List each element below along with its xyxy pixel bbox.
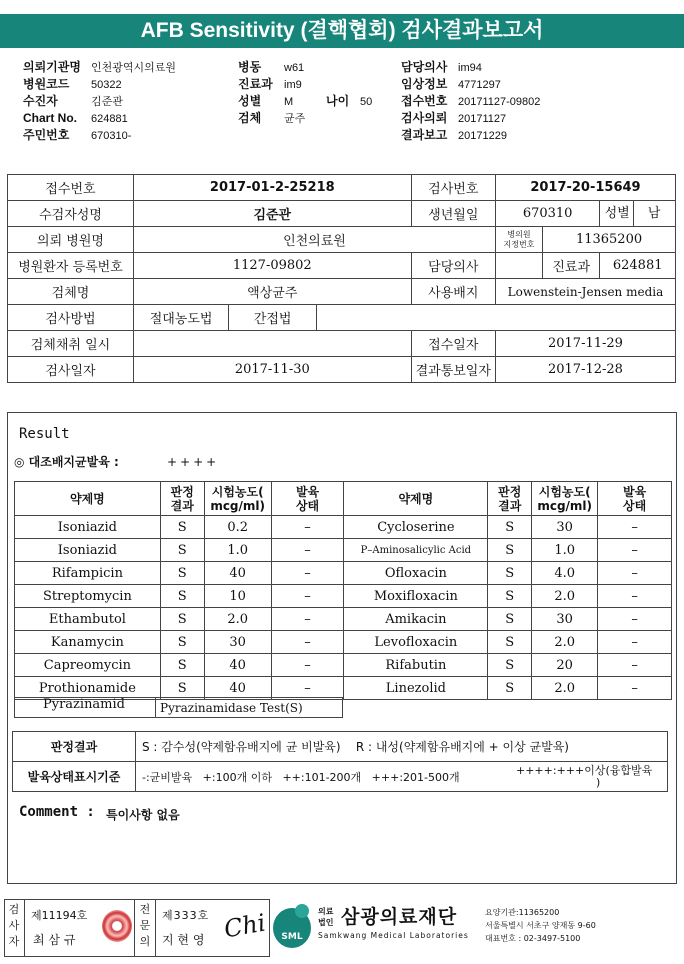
drug-cell-l-conc: 2.0 [204, 608, 271, 631]
drug-cell-l-drug: Ethambutol [15, 608, 161, 631]
drug-cell-l-drug: Prothionamide [15, 677, 161, 700]
drug-cell-l-drug: Isoniazid [15, 539, 161, 562]
org-prefix-2: 법인 [318, 918, 334, 927]
header-value: 20171127-09802 [458, 96, 541, 108]
header-value: 균주 [284, 113, 306, 125]
header-value: w61 [284, 62, 305, 74]
drug-cell-l-conc: 10 [204, 585, 271, 608]
hosp-code-label [495, 227, 542, 253]
drug-cell-l-grow: – [271, 631, 344, 654]
legend-growth: -:균비발육 +:100개 이하 ++:101-200개 +++:201-500개 [142, 770, 460, 784]
header-col3 [401, 56, 540, 141]
hospital-label: 의뢰 병원명 [8, 227, 134, 253]
test-no: 2017-20-15649 [495, 175, 675, 201]
org-prefix [318, 906, 333, 928]
drug-cell-r-res: S [488, 677, 532, 700]
control-value: ++++ [167, 455, 220, 469]
drug-cell-l-grow: – [271, 654, 344, 677]
doctor-divider-left [134, 899, 135, 957]
col-drug-r: 약제명 [344, 482, 488, 516]
drug-cell-r-conc: 2.0 [532, 677, 598, 700]
drug-cell-r-drug: Levofloxacin [344, 631, 488, 654]
drug-cell-l-res: S [160, 539, 204, 562]
header-value: 20171127 [458, 113, 507, 125]
col-conc-2: mcg/ml) [210, 498, 266, 513]
col-conc-r-2: mcg/ml) [537, 498, 593, 513]
drug-cell-l-drug: Rifampicin [15, 562, 161, 585]
sex-label: 성별 [601, 201, 634, 226]
doctor-label: 전문의 [139, 903, 151, 948]
addr-2: 서울특별시 서초구 양재동 9-60 [485, 921, 596, 930]
medium-label: 사용배지 [411, 279, 495, 305]
drug-cell-r-conc: 4.0 [532, 562, 598, 585]
receipt-no: 2017-01-2-25218 [134, 175, 412, 201]
header-value: M [284, 96, 294, 108]
header-value: 624881 [91, 113, 128, 125]
drug-cell-l-conc: 1.0 [204, 539, 271, 562]
specimen-label: 검체명 [8, 279, 134, 305]
sex: 남 [647, 206, 661, 221]
drug-row [15, 562, 672, 585]
header-value: 김준관 [91, 96, 123, 108]
header-label: 검사의뢰 [401, 111, 448, 125]
header-col2 [238, 56, 372, 124]
drug-table [14, 481, 672, 700]
header-label: 주민번호 [23, 128, 70, 142]
method-label: 검사방법 [8, 305, 134, 331]
header-label: 의뢰기관명 [23, 60, 81, 74]
header-label: 수진자 [23, 94, 58, 108]
drug-cell-l-grow: – [271, 585, 344, 608]
drug-cell-r-res: S [488, 631, 532, 654]
drug-cell-r-grow: – [598, 562, 672, 585]
legend-growth-extra-2: ) [596, 776, 601, 789]
legend-judge-label: 판정결과 [13, 732, 136, 762]
drug-row [15, 608, 672, 631]
drug-cell-r-drug: Ofloxacin [344, 562, 488, 585]
header-label: 검체 [238, 111, 262, 125]
drug-cell-r-res: S [488, 585, 532, 608]
legend-growth-label: 발육상태표시기준 [13, 762, 136, 792]
pza-value: Pyrazinamidase Test(S) [155, 697, 343, 718]
header-label: 접수번호 [401, 94, 448, 108]
drug-cell-r-res: S [488, 539, 532, 562]
drug-cell-l-res: S [160, 677, 204, 700]
drug-cell-r-grow: – [598, 654, 672, 677]
drug-cell-r-drug: Rifabutin [344, 654, 488, 677]
received-date: 2017-11-29 [495, 331, 675, 357]
drug-cell-r-grow: – [598, 539, 672, 562]
logo-dot-icon [295, 904, 309, 918]
header-value: im94 [458, 62, 482, 74]
report-date-label: 결과통보일자 [411, 357, 495, 383]
report-date: 2017-12-28 [495, 357, 675, 383]
drug-cell-r-grow: – [598, 631, 672, 654]
org-name: 삼광의료재단 [341, 906, 458, 928]
patient-label: 수검자성명 [8, 201, 134, 227]
result-heading: Result [19, 426, 70, 442]
test-no-label: 검사번호 [411, 175, 495, 201]
org-address [485, 906, 596, 945]
drug-cell-l-conc: 30 [204, 631, 271, 654]
doctor-value [495, 253, 542, 279]
header-value: 50322 [91, 79, 122, 91]
drug-cell-r-drug: Amikacin [344, 608, 488, 631]
method-2: 간접법 [229, 305, 317, 331]
reg-no-label: 병원환자 등록번호 [8, 253, 134, 279]
col-growth [271, 482, 344, 516]
drug-cell-r-res: S [488, 516, 532, 539]
drug-cell-r-conc: 2.0 [532, 585, 598, 608]
drug-cell-r-drug: Moxifloxacin [344, 585, 488, 608]
header-col1 [23, 56, 176, 141]
drug-cell-l-conc: 40 [204, 654, 271, 677]
drug-cell-r-res: S [488, 608, 532, 631]
header-label: Chart No. [23, 111, 77, 125]
age-value: 50 [360, 96, 373, 108]
col-growth-2: 상태 [295, 498, 320, 513]
header-value: 인천광역시의료원 [91, 62, 177, 74]
drug-cell-l-grow: – [271, 539, 344, 562]
drug-cell-l-drug: Isoniazid [15, 516, 161, 539]
drug-table-body [15, 516, 672, 700]
legend-table [12, 731, 668, 792]
drug-cell-l-res: S [160, 562, 204, 585]
drug-cell-r-grow: – [598, 516, 672, 539]
col-conc [204, 482, 271, 516]
drug-cell-r-res: S [488, 562, 532, 585]
receipt-no-label: 접수번호 [8, 175, 134, 201]
tester-divider [24, 899, 25, 957]
drug-cell-r-drug: Linezolid [344, 677, 488, 700]
hosp-code: 11365200 [543, 227, 676, 253]
col-judge [160, 482, 204, 516]
drug-row [15, 631, 672, 654]
drug-row [15, 539, 672, 562]
drug-cell-l-conc: 40 [204, 677, 271, 700]
drug-cell-r-grow: – [598, 677, 672, 700]
drug-cell-l-grow: – [271, 608, 344, 631]
tester-label: 검사자 [8, 903, 20, 948]
header-label: 담당의사 [401, 60, 448, 74]
dept-label: 진료과 [543, 253, 600, 279]
drug-cell-r-conc: 2.0 [532, 631, 598, 654]
drug-cell-r-grow: – [598, 608, 672, 631]
drug-cell-l-res: S [160, 608, 204, 631]
doctor-divider [155, 899, 156, 957]
col-conc-r-1: 시험농도( [538, 484, 591, 499]
received-label: 접수일자 [411, 331, 495, 357]
hospital-name: 인천의료원 [134, 227, 496, 253]
header-label: 성별 [238, 94, 262, 108]
method-1: 절대농도법 [134, 305, 229, 331]
control-label: ◎ 대조배지균발육 : [14, 455, 119, 469]
tester-seal-icon [102, 910, 132, 942]
collect-value [134, 331, 412, 357]
report-title: AFB Sensitivity (결핵협회) 검사결과보고서 [0, 14, 684, 48]
drug-cell-l-grow: – [271, 677, 344, 700]
legend-growth-cell [136, 762, 668, 792]
patient-name: 김준관 [134, 201, 412, 227]
tester-no: 제11194호 [31, 909, 88, 922]
header-value: 20171229 [458, 130, 507, 142]
patient-info-table [7, 174, 676, 383]
col-judge-1: 판정 [170, 484, 194, 499]
dob-label: 생년월일 [411, 201, 495, 227]
header-label: 진료과 [238, 77, 273, 91]
drug-cell-r-drug: P–Aminosalicylic Acid [344, 539, 488, 562]
col-growth-r [598, 482, 672, 516]
drug-cell-l-conc: 0.2 [204, 516, 271, 539]
header-value: im9 [284, 79, 302, 91]
drug-cell-l-grow: – [271, 562, 344, 585]
comment-text: 특이사항 없음 [106, 808, 180, 822]
drug-cell-r-grow: – [598, 585, 672, 608]
method-empty [317, 305, 676, 331]
hosp-code-label-1: 병의원 [507, 229, 531, 239]
reg-no: 1127-09802 [134, 253, 412, 279]
drug-cell-l-drug: Capreomycin [15, 654, 161, 677]
test-date-label: 검사일자 [8, 357, 134, 383]
logo-text: SML [281, 932, 303, 942]
comment-label: Comment : [19, 804, 95, 820]
drug-cell-l-res: S [160, 585, 204, 608]
drug-row [15, 585, 672, 608]
addr-1: 요양기관:11365200 [485, 908, 560, 917]
hosp-code-label-2: 지정번호 [503, 239, 535, 249]
drug-cell-l-conc: 40 [204, 562, 271, 585]
medium: Lowenstein-Jensen media [495, 279, 675, 305]
footer [0, 896, 684, 958]
col-conc-r [532, 482, 598, 516]
age-label: 나이 [326, 94, 350, 108]
col-judge-r [488, 482, 532, 516]
tester-name: 최 삼 규 [33, 933, 76, 947]
header-value: 4771297 [458, 79, 501, 91]
doctor-label: 담당의사 [411, 253, 495, 279]
drug-cell-r-conc: 30 [532, 608, 598, 631]
collect-label: 검체채취 일시 [8, 331, 134, 357]
header-label: 임상정보 [401, 77, 448, 91]
drug-cell-r-conc: 20 [532, 654, 598, 677]
org-eng: Samkwang Medical Laboratories [318, 931, 469, 940]
specimen: 액상균주 [134, 279, 412, 305]
drug-cell-r-conc: 30 [532, 516, 598, 539]
drug-row [15, 516, 672, 539]
doctor-signature: Chi [221, 908, 268, 944]
drug-cell-r-drug: Cycloserine [344, 516, 488, 539]
col-judge-2: 결과 [170, 498, 194, 513]
org-prefix-1: 의료 [318, 907, 334, 916]
drug-cell-l-grow: – [271, 516, 344, 539]
sex-cell [600, 201, 676, 227]
header-label: 결과보고 [401, 128, 448, 142]
dob: 670310 [495, 201, 599, 227]
header-label: 병동 [238, 60, 262, 74]
header-value: 670310- [91, 130, 132, 142]
doctor-no: 제333호 [162, 909, 210, 922]
drug-cell-r-res: S [488, 654, 532, 677]
drug-cell-l-res: S [160, 654, 204, 677]
doctor-name: 지 현 영 [162, 933, 205, 947]
addr-3: 대표번호 : 02-3497-5100 [485, 934, 581, 943]
drug-table-header [15, 482, 672, 516]
pza-label: Pyrazinamid [14, 697, 156, 718]
drug-cell-r-conc: 1.0 [532, 539, 598, 562]
col-judge-r-2: 결과 [498, 498, 522, 513]
legend-growth-extra-1: ++++:+++이상(융합발육 [516, 764, 653, 777]
col-judge-r-1: 판정 [498, 484, 522, 499]
col-conc-1: 시험농도( [211, 484, 264, 499]
test-date: 2017-11-30 [134, 357, 412, 383]
header-label: 병원코드 [23, 77, 70, 91]
drug-row [15, 654, 672, 677]
dept-value: 624881 [600, 253, 676, 279]
col-growth-r-1: 발육 [622, 484, 647, 499]
drug-cell-l-drug: Streptomycin [15, 585, 161, 608]
col-growth-r-2: 상태 [622, 498, 647, 513]
drug-cell-l-res: S [160, 631, 204, 654]
drug-cell-l-drug: Kanamycin [15, 631, 161, 654]
col-drug: 약제명 [15, 482, 161, 516]
col-growth-1: 발육 [295, 484, 320, 499]
legend-judge: S : 감수성(약제함유배지에 균 비발육) R : 내성(약제함유배지에 + 이상 균발육) [136, 732, 668, 762]
drug-cell-l-res: S [160, 516, 204, 539]
